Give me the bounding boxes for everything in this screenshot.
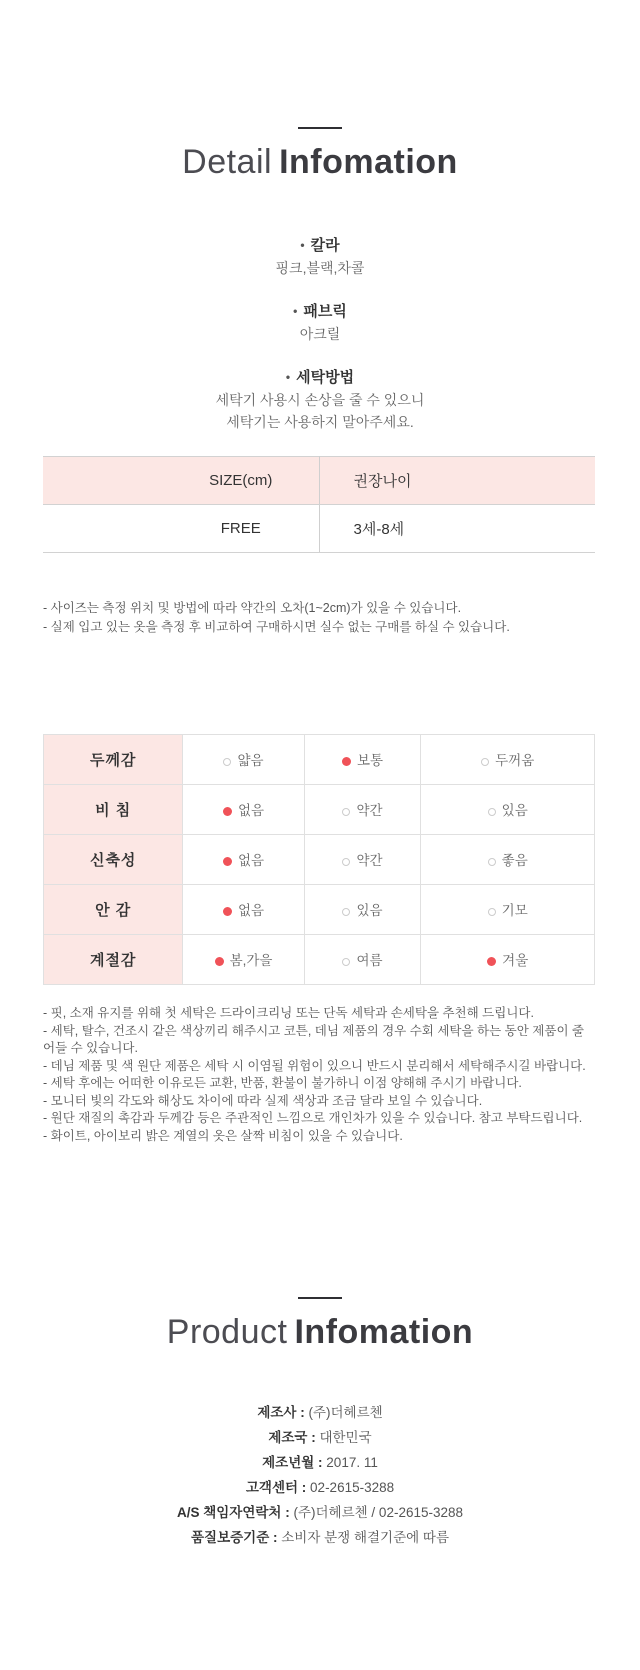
radio-indicator-icon: [223, 857, 232, 866]
option-label: 봄,가을: [229, 953, 273, 968]
row-label-cell: 두께감: [44, 735, 183, 785]
field-manufacture-date: [0, 1450, 640, 1475]
field-separator: :: [281, 1505, 294, 1520]
bullet-group-washing: [0, 366, 640, 433]
option-cell: [421, 785, 595, 835]
field-separator: :: [314, 1455, 327, 1470]
size-table: [43, 456, 595, 553]
option-cell: [304, 835, 421, 885]
option-cell: [421, 935, 595, 985]
option-label: 여름: [356, 953, 383, 968]
radio-indicator-icon: [223, 758, 231, 766]
bullet-group-fabric: [0, 300, 640, 345]
option-label: 없음: [237, 853, 265, 868]
note-line: - 데님 제품 및 색 원단 제품은 세탁 시 이염될 위험이 있으니 반드시 분리해서 세탁해주시길 바랍니다.: [43, 1058, 586, 1073]
bullet-value: 아크릴: [299, 326, 341, 342]
field-value: (주)더헤르첸 / 02-2615-3288: [293, 1505, 464, 1520]
bullet-value: 세탁기는 사용하지 말아주세요.: [226, 414, 414, 430]
note-line: - 사이즈는 측정 위치 및 방법에 따라 약간의 오차(1~2cm)가 있을 수 있습니다.: [43, 601, 462, 615]
row-label-cell: 신축성: [44, 835, 183, 885]
radio-indicator-icon: [488, 808, 496, 816]
note-line: - 실제 입고 있는 옷을 측정 후 비교하여 구매하시면 실수 없는 구매를 하실 수 있습니다.: [43, 620, 510, 634]
radio-indicator-icon: [342, 958, 350, 966]
option-label: 기모: [501, 903, 528, 918]
option-label: 없음: [237, 803, 265, 818]
option-cell: [304, 935, 421, 985]
field-separator: :: [298, 1480, 311, 1495]
option-label: 있음: [356, 903, 383, 918]
bullet-icon: •: [285, 370, 291, 384]
table-row-lining: [44, 885, 595, 935]
option-label: 두꺼움: [495, 753, 535, 768]
detail-section-title: [0, 143, 640, 182]
option-cell: [304, 735, 421, 785]
title-word-infomation: Infomation: [294, 1313, 474, 1351]
product-info-list: [0, 1400, 640, 1550]
detail-bullet-list: [0, 234, 640, 433]
title-word-infomation: Infomation: [279, 143, 458, 181]
title-divider-line: [298, 1297, 342, 1299]
option-label: 보통: [356, 753, 384, 768]
note-line: - 원단 재질의 촉감과 두께감 등은 주관적인 느낌으로 개인차가 있을 수 있습니다. 참고 부탁드립니다.: [43, 1111, 583, 1125]
field-manufacturer: [0, 1400, 640, 1425]
title-word-detail: Detail: [182, 143, 273, 181]
size-table-header-row: [43, 457, 595, 505]
field-as-contact: [0, 1500, 640, 1525]
content-column: [0, 456, 640, 1145]
size-value-cell: FREE: [43, 505, 319, 553]
field-separator: :: [307, 1430, 320, 1445]
bullet-label-text: 세탁방법: [296, 369, 355, 386]
option-label: 약간: [356, 803, 383, 818]
radio-indicator-icon: [223, 907, 232, 916]
row-label-cell: 계절감: [44, 935, 183, 985]
product-section-title: [0, 1313, 640, 1352]
field-label: 품질보증기준: [191, 1530, 270, 1545]
field-separator: :: [296, 1405, 309, 1420]
note-line: - 핏, 소재 유지를 위해 첫 세탁은 드라이크리닝 또는 단독 세탁과 손세탁을 추천해 드립니다.: [43, 1006, 534, 1020]
radio-indicator-icon: [223, 807, 232, 816]
attribute-table: [43, 734, 595, 985]
option-label: 있음: [501, 803, 528, 818]
radio-indicator-icon: [488, 858, 496, 866]
bullet-label: [0, 234, 640, 257]
bullet-value: 핑크,블랙,차콜: [275, 260, 365, 276]
care-notes: [43, 1005, 595, 1145]
field-label: 제조국: [268, 1430, 308, 1445]
option-label: 얇음: [237, 753, 264, 768]
note-line: - 화이트, 아이보리 밝은 계열의 옷은 살짝 비침이 있을 수 있습니다.: [43, 1128, 403, 1143]
field-label: A/S 책임자연락처: [176, 1505, 282, 1520]
field-separator: :: [269, 1530, 282, 1545]
radio-indicator-icon: [342, 858, 350, 866]
field-value: 소비자 분쟁 해결기준에 따름: [281, 1530, 449, 1545]
field-label: 제조사: [257, 1405, 297, 1420]
bullet-label-text: 칼라: [310, 237, 340, 254]
option-label: 좋음: [501, 853, 528, 868]
title-word-product: Product: [166, 1313, 288, 1351]
note-line: - 모니터 빛의 각도와 해상도 차이에 따라 실제 색상과 조금 달라 보일 수 있습니다.: [43, 1093, 483, 1108]
bullet-label: [0, 300, 640, 323]
field-value: 02-2615-3288: [310, 1480, 395, 1495]
option-cell: [183, 885, 304, 935]
radio-indicator-icon: [342, 808, 350, 816]
age-value-cell: 3세-8세: [319, 505, 595, 553]
bullet-group-color: [0, 234, 640, 279]
note-line: - 세탁 후에는 어떠한 이유로든 교환, 반품, 환불이 불가하니 이점 양해해 주시기 바랍니다.: [43, 1076, 522, 1090]
table-row-season: [44, 935, 595, 985]
field-country: [0, 1425, 640, 1450]
option-cell: [421, 835, 595, 885]
field-label: 고객센터: [245, 1480, 299, 1495]
field-customer-center: [0, 1475, 640, 1500]
option-cell: [421, 885, 595, 935]
size-notes: [43, 599, 595, 637]
radio-indicator-icon: [481, 758, 489, 766]
option-cell: [304, 785, 421, 835]
field-value: 2017. 11: [326, 1455, 378, 1470]
radio-indicator-icon: [342, 757, 351, 766]
bullet-label-text: 패브릭: [303, 303, 347, 320]
option-cell: [183, 835, 304, 885]
field-label: 제조년월: [262, 1455, 315, 1470]
option-label: 약간: [356, 853, 383, 868]
option-cell: [421, 735, 595, 785]
size-table-row: [43, 505, 595, 553]
option-cell: [183, 785, 304, 835]
option-label: 겨울: [502, 953, 529, 968]
bullet-label: [0, 366, 640, 389]
age-header-cell: 권장나이: [319, 457, 595, 505]
option-label: 없음: [237, 903, 265, 918]
field-value: 대한민국: [319, 1430, 372, 1445]
option-cell: [183, 735, 304, 785]
radio-indicator-icon: [342, 908, 350, 916]
table-row-thickness: [44, 735, 595, 785]
table-row-elasticity: [44, 835, 595, 885]
radio-indicator-icon: [487, 957, 496, 966]
row-label-cell: 안 감: [44, 885, 183, 935]
title-divider-line: [298, 127, 342, 129]
bullet-icon: •: [293, 304, 298, 318]
radio-indicator-icon: [488, 908, 496, 916]
bullet-icon: •: [300, 238, 305, 252]
field-warranty: [0, 1525, 640, 1550]
field-value: (주)더헤르첸: [308, 1405, 383, 1420]
radio-indicator-icon: [215, 957, 224, 966]
row-label-cell: 비 침: [44, 785, 183, 835]
bullet-value: 세탁기 사용시 손상을 줄 수 있으니: [215, 392, 425, 408]
table-row-sheerness: [44, 785, 595, 835]
option-cell: [304, 885, 421, 935]
note-line: - 세탁, 탈수, 건조시 같은 색상끼리 해주시고 코튼, 데님 제품의 경우 수회 세탁을 하는 동안 제품이 줄어들 수 있습니다.: [43, 1023, 585, 1055]
option-cell: [183, 935, 304, 985]
size-header-cell: SIZE(cm): [43, 457, 319, 505]
